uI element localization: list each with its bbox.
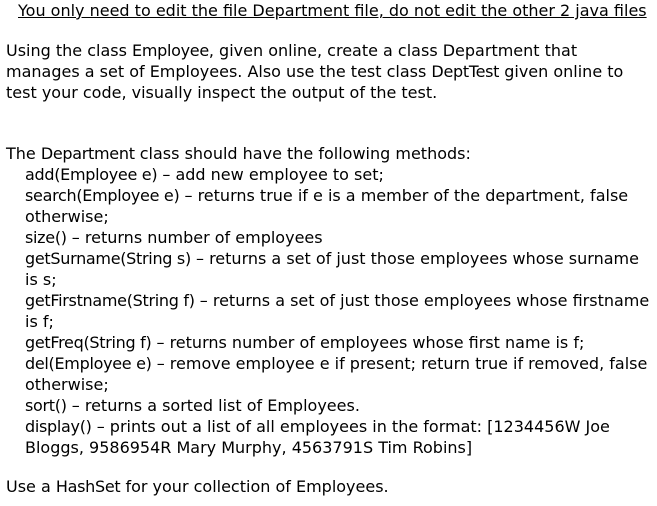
methods-list	[6, 164, 654, 458]
method-item-getfreq	[25, 332, 654, 353]
hashset-class-name: HashSet	[55, 477, 121, 496]
method-item-del	[25, 353, 654, 395]
intro-text-3: given online to test your code, visually inspect the output of the test.	[6, 62, 624, 102]
document-page	[6, 0, 654, 497]
method-signature: getFirstname(String f)	[25, 291, 195, 310]
outro-text-2: for your collection of Employees.	[120, 477, 389, 496]
intro-text-2: , given online, create a class Department that manages a set of Employees. Also use the test class	[6, 41, 578, 81]
method-description: – returns true if e is a member of the department, false otherwise;	[25, 186, 629, 226]
employee-class-name: Employee	[132, 41, 209, 60]
method-signature: add(Employee e)	[25, 165, 158, 184]
method-item-add	[25, 164, 654, 185]
method-item-sort	[25, 395, 654, 416]
method-description: – remove employee e if present; return true if removed, false otherwise;	[25, 354, 648, 394]
method-signature: size()	[25, 228, 67, 247]
method-item-display	[25, 416, 654, 458]
intro-paragraph	[6, 40, 654, 103]
outro-paragraph	[6, 476, 654, 497]
method-description: – add new employee to set;	[157, 165, 384, 184]
methods-intro-text-1: The	[6, 144, 41, 163]
department-class-name: Department	[40, 144, 135, 163]
method-description: – prints out a list of all employees in the format: [1234456W Joe Bloggs, 9586954R Mary Murphy, 4563791S Tim Robins]	[25, 417, 610, 457]
depttest-class-name: DeptTest	[431, 62, 500, 81]
method-description: – returns a set of just those employees whose surname is s;	[25, 249, 639, 289]
method-signature: getFreq(String f)	[25, 333, 152, 352]
method-item-search	[25, 185, 654, 227]
methods-intro-text-2: class should have the following methods:	[134, 144, 471, 163]
method-signature: del(Employee e)	[25, 354, 152, 373]
method-signature: search(Employee e)	[25, 186, 180, 205]
method-item-size	[25, 227, 654, 248]
intro-text-1: Using the class	[6, 41, 133, 60]
outro-text-1: Use a	[6, 477, 56, 496]
method-signature: display()	[25, 417, 92, 436]
instruction-heading: You only need to edit the file Department file, do not edit the other 2 java files	[18, 1, 647, 20]
method-description: – returns number of employees	[66, 228, 323, 247]
method-description: – returns a sorted list of Employees.	[66, 396, 360, 415]
method-signature: sort()	[25, 396, 67, 415]
method-description: – returns number of employees whose first name is f;	[151, 333, 585, 352]
method-item-getsurname	[25, 248, 654, 290]
method-item-getfirstname	[25, 290, 654, 332]
method-signature: getSurname(String s)	[25, 249, 191, 268]
methods-intro-paragraph	[6, 143, 654, 164]
method-description: – returns a set of just those employees whose firstname is f;	[25, 291, 650, 331]
